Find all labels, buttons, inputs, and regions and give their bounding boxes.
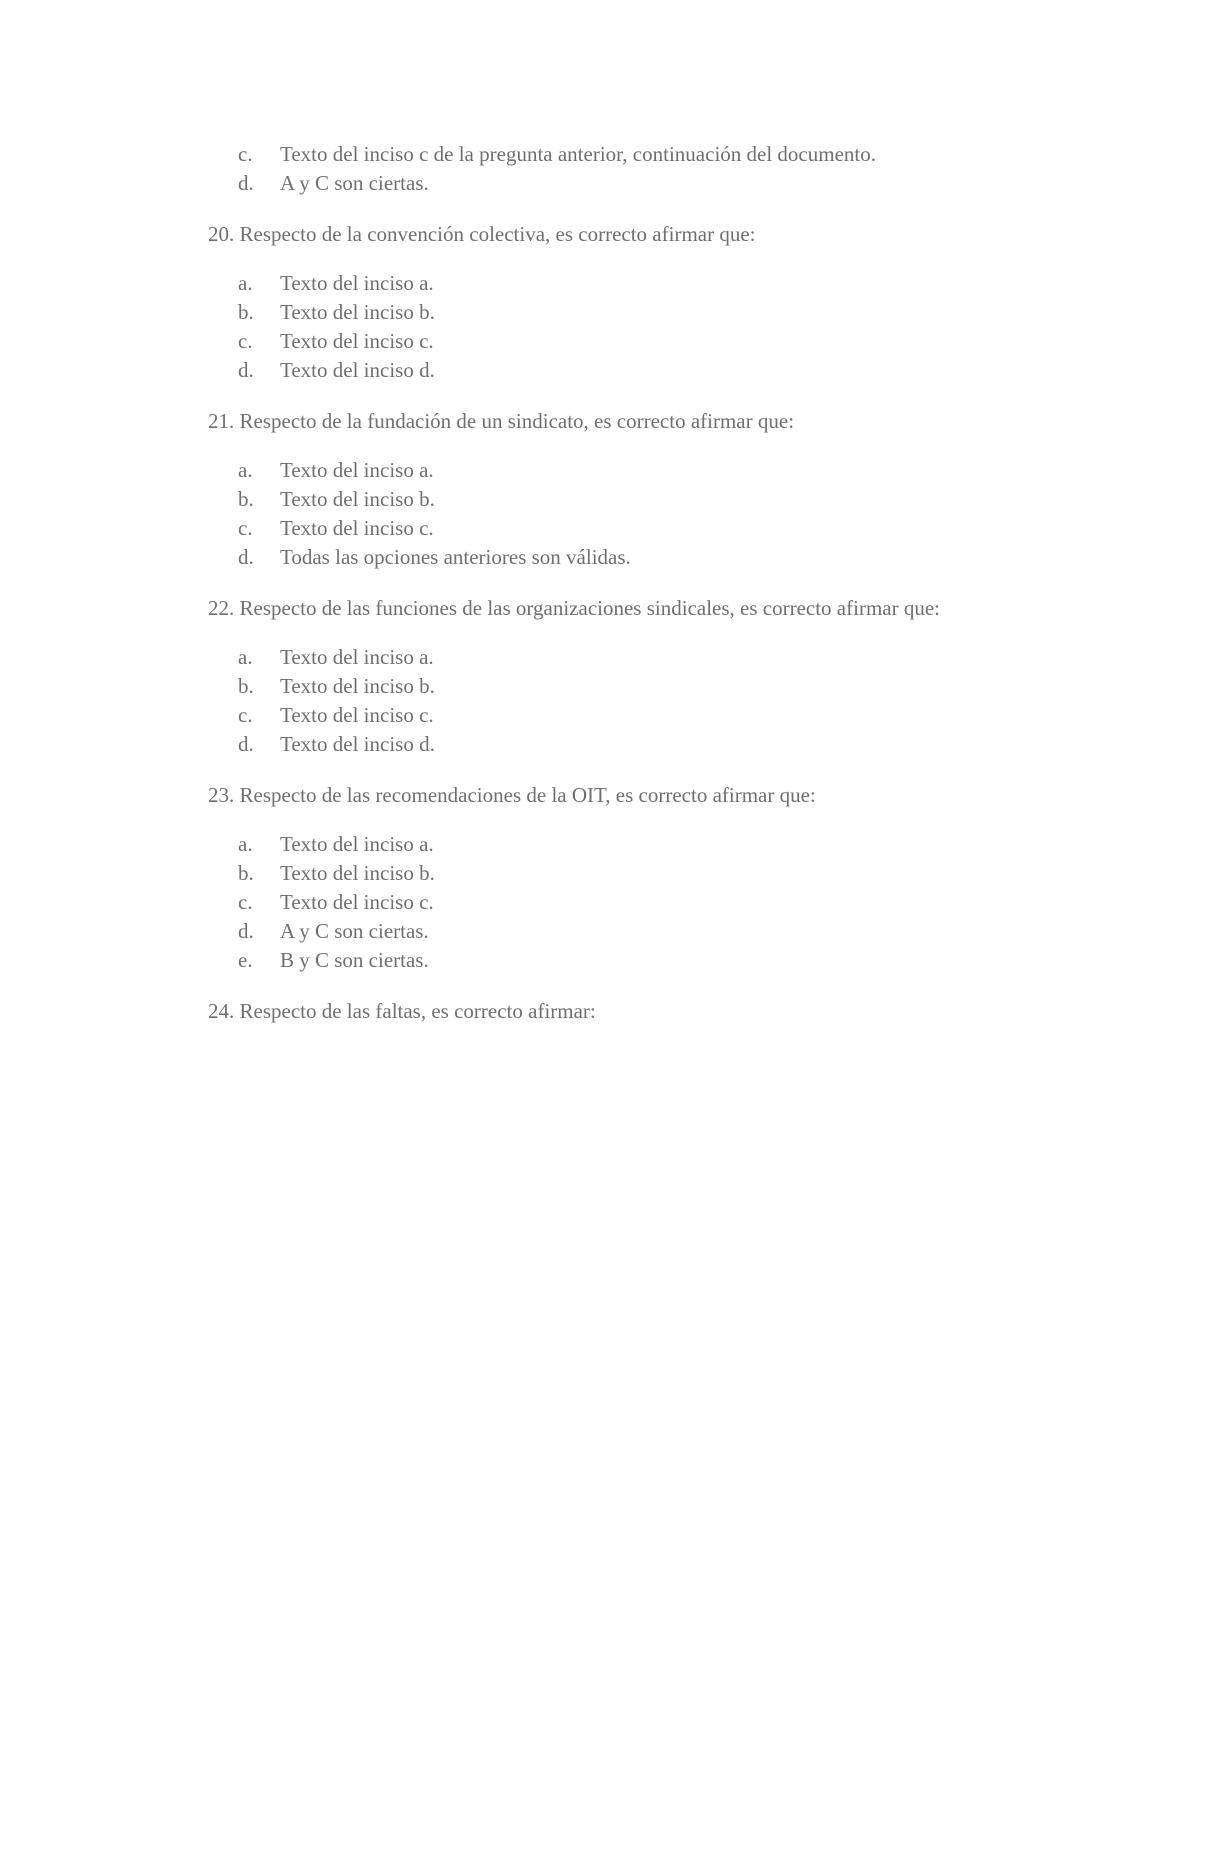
option-text: Texto del inciso b. <box>280 861 435 885</box>
question-prompt: Respecto de la fundación de un sindicato, es correcto afirmar que: <box>239 409 795 433</box>
option-item <box>208 888 1058 917</box>
option-text: Texto del inciso c. <box>280 703 434 727</box>
question-21 <box>208 407 1058 572</box>
option-item <box>208 485 1058 514</box>
option-text: Texto del inciso a. <box>280 271 434 295</box>
option-letter: c. <box>238 329 253 353</box>
option-text: Texto del inciso a. <box>280 832 434 856</box>
option-text: A y C son ciertas. <box>280 171 429 195</box>
option-letter: a. <box>238 271 253 295</box>
option-letter: d. <box>238 171 254 195</box>
question-number: 23. <box>208 783 235 807</box>
option-item <box>208 830 1058 859</box>
option-text: Texto del inciso a. <box>280 645 434 669</box>
option-text: Todas las opciones anteriores son válidas. <box>280 545 631 569</box>
option-letter: b. <box>238 674 254 698</box>
option-item <box>208 140 1058 169</box>
option-item <box>208 946 1058 975</box>
option-item <box>208 643 1058 672</box>
option-letter: c. <box>238 890 253 914</box>
question-options <box>208 269 1058 385</box>
question-text <box>208 594 1058 623</box>
question-text <box>208 997 1058 1026</box>
option-text: Texto del inciso a. <box>280 458 434 482</box>
option-text: Texto del inciso d. <box>280 732 435 756</box>
question-22 <box>208 594 1058 759</box>
option-letter: a. <box>238 645 253 669</box>
option-letter: b. <box>238 300 254 324</box>
option-letter: c. <box>238 142 253 166</box>
option-letter: b. <box>238 861 254 885</box>
option-text: Texto del inciso b. <box>280 674 435 698</box>
question-20 <box>208 220 1058 385</box>
question-options <box>208 643 1058 759</box>
option-letter: d. <box>238 919 254 943</box>
question-prompt: Respecto de las faltas, es correcto afirmar: <box>239 999 596 1023</box>
option-letter: c. <box>238 703 253 727</box>
option-item <box>208 456 1058 485</box>
option-item <box>208 169 1058 198</box>
question-number: 21. <box>208 409 235 433</box>
question-text <box>208 220 1058 249</box>
question-23 <box>208 781 1058 975</box>
option-item <box>208 356 1058 385</box>
option-letter: c. <box>238 516 253 540</box>
option-text: Texto del inciso b. <box>280 487 435 511</box>
option-item <box>208 514 1058 543</box>
option-text: Texto del inciso c. <box>280 329 434 353</box>
option-letter: a. <box>238 458 253 482</box>
option-item <box>208 917 1058 946</box>
question-number: 24. <box>208 999 235 1023</box>
option-item <box>208 730 1058 759</box>
option-item <box>208 543 1058 572</box>
option-text: Texto del inciso b. <box>280 300 435 324</box>
option-letter: d. <box>238 545 254 569</box>
question-text <box>208 781 1058 810</box>
option-letter: a. <box>238 832 253 856</box>
option-item <box>208 327 1058 356</box>
carryover-options <box>208 140 1058 198</box>
option-text: Texto del inciso c. <box>280 890 434 914</box>
question-prompt: Respecto de las funciones de las organizaciones sindicales, es correcto afirmar que: <box>239 596 941 620</box>
question-options <box>208 456 1058 572</box>
question-number: 22. <box>208 596 235 620</box>
option-text: Texto del inciso c. <box>280 516 434 540</box>
option-item <box>208 269 1058 298</box>
question-24 <box>208 997 1058 1026</box>
option-letter: b. <box>238 487 254 511</box>
option-letter: d. <box>238 358 254 382</box>
option-item <box>208 859 1058 888</box>
question-text <box>208 407 1058 436</box>
option-text: Texto del inciso d. <box>280 358 435 382</box>
question-prompt: Respecto de la convención colectiva, es correcto afirmar que: <box>239 222 756 246</box>
option-text: Texto del inciso c de la pregunta anterior, continuación del documento. <box>280 142 876 166</box>
option-text: A y C son ciertas. <box>280 919 429 943</box>
option-item <box>208 701 1058 730</box>
option-letter: d. <box>238 732 254 756</box>
option-letter: e. <box>238 948 253 972</box>
option-item <box>208 672 1058 701</box>
question-number: 20. <box>208 222 235 246</box>
option-text: B y C son ciertas. <box>280 948 429 972</box>
question-options <box>208 830 1058 975</box>
option-item <box>208 298 1058 327</box>
question-prompt: Respecto de las recomendaciones de la OIT, es correcto afirmar que: <box>239 783 816 807</box>
